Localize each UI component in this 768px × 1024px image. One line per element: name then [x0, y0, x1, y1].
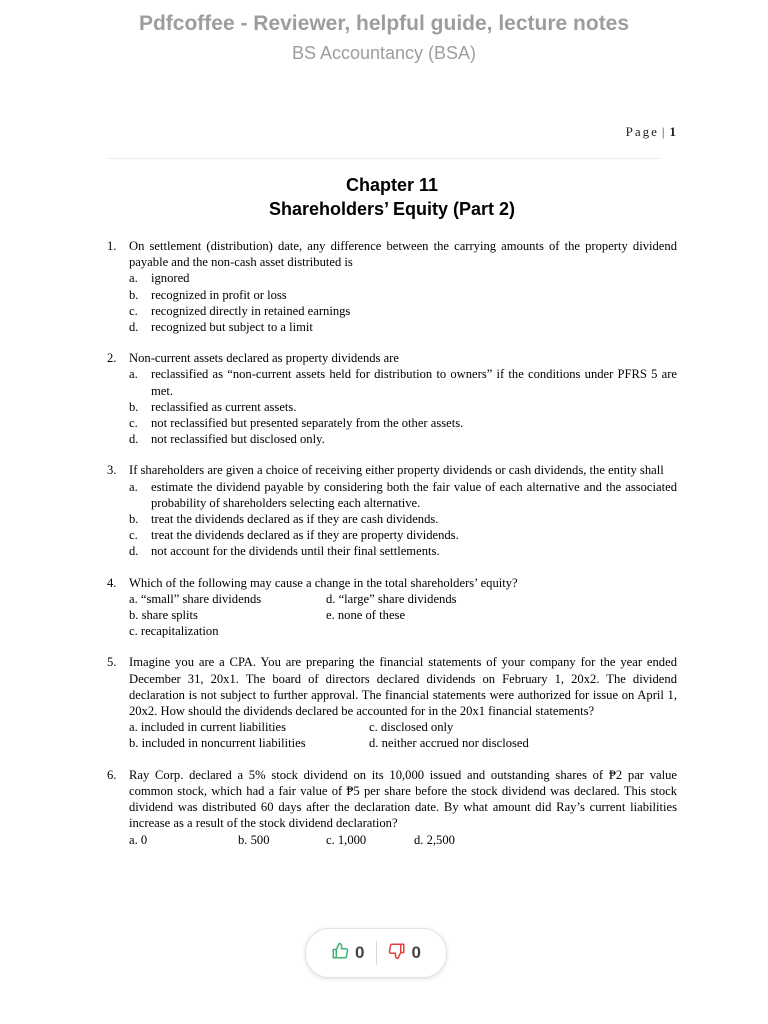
answer-option: c. 1,000 — [326, 832, 367, 847]
option-text: treat the dividends declared as if they are cash dividends. — [151, 512, 439, 527]
thumbs-down-icon — [388, 942, 406, 965]
option-text: reclassified as “non-current assets held for distribution to owners” if the conditions under PFRS 5 are met. — [151, 367, 677, 398]
question-text: On settlement (distribution) date, any difference between the carrying amounts of the property dividend payable and the non-cash asset distributed is — [129, 239, 677, 270]
question-text: Non-current assets declared as property dividends are — [129, 351, 399, 366]
question-list — [107, 238, 677, 863]
option-letter: c. — [129, 528, 138, 543]
option-text: recognized in profit or loss — [151, 287, 287, 302]
answer-option — [129, 431, 677, 447]
site-subtitle: BS Accountancy (BSA) — [291, 43, 477, 63]
chapter-subtitle: Shareholders’ Equity (Part 2) — [268, 199, 516, 219]
question-text: Which of the following may cause a change in the total shareholders’ equity? — [129, 575, 518, 590]
answer-options — [129, 366, 677, 447]
option-text: treat the dividends declared as if they are property dividends. — [151, 528, 459, 543]
option-letter: a. — [129, 271, 138, 286]
option-text: reclassified as current assets. — [151, 399, 297, 414]
chapter-title: Chapter 11 — [345, 175, 439, 195]
answer-option: d. neither accrued nor disclosed — [369, 736, 529, 751]
option-text: recognized directly in retained earnings — [151, 303, 351, 318]
question-number: 1. — [107, 239, 117, 253]
thumbs-up-icon — [331, 942, 349, 965]
header-divider — [107, 158, 661, 159]
answer-option: c. disclosed only — [369, 720, 454, 735]
answer-options — [129, 832, 677, 848]
answer-option — [129, 366, 677, 398]
option-text: estimate the dividend payable by considering both the fair value of each alternative and the associated probability of shareholders selecting each alternative. — [151, 479, 677, 510]
answer-option: a. “small” share dividends — [129, 591, 262, 606]
answer-option: a. included in current liabilities — [129, 720, 287, 735]
answer-option — [129, 479, 677, 511]
answer-option — [129, 287, 677, 303]
answer-option — [129, 543, 677, 559]
option-letter: b. — [129, 399, 139, 414]
question-number: 3. — [107, 463, 117, 478]
vote-separator — [376, 941, 377, 965]
answer-option — [129, 270, 677, 286]
question-item — [107, 238, 677, 335]
option-letter: b. — [129, 287, 139, 302]
answer-option: b. share splits — [129, 608, 198, 623]
option-letter: a. — [129, 367, 138, 382]
question-text: Imagine you are a CPA. You are preparing the financial statements of your company for the year ended December 31, 20x1. The board of directors declared dividends on February 1, 20x2. The dividend declaration is not subject to further approval. The financial statements were authorized for issue on April 1, 20x2. How should the dividends declared be accounted for in the 20x1 financial statements? — [129, 655, 677, 719]
option-text: recognized but subject to a limit — [151, 320, 313, 335]
page-number-value: 1 — [669, 124, 676, 139]
question-number: 6. — [107, 767, 117, 782]
option-text: ignored — [151, 271, 190, 286]
answer-option — [129, 399, 677, 415]
answer-option — [129, 415, 677, 431]
question-item — [107, 654, 677, 751]
page-label: Page — [625, 124, 659, 139]
answer-options — [129, 719, 677, 751]
option-letter: c. — [129, 303, 138, 318]
question-text: Ray Corp. declared a 5% stock dividend on its 10,000 issued and outstanding shares of ₱2 par value common stock, which had a fair value of ₱5 per share before the stock dividend was declared. This stock dividend was distributed 60 days after the declaration date. By what amount did Ray’s current liabilities increase as a result of the stock dividend declaration? — [129, 767, 677, 831]
answer-option — [129, 303, 677, 319]
answer-option: b. 500 — [238, 832, 270, 847]
option-letter: d. — [129, 320, 139, 335]
upvote-button[interactable] — [331, 942, 364, 965]
question-text: If shareholders are given a choice of receiving either property dividends or cash dividends, the entity shall — [129, 463, 664, 478]
answer-option: e. none of these — [326, 608, 406, 623]
option-text: not reclassified but disclosed only. — [151, 432, 325, 447]
answer-option — [129, 527, 677, 543]
answer-option: b. included in noncurrent liabilities — [129, 736, 306, 751]
question-number: 5. — [107, 655, 117, 670]
answer-options — [129, 270, 677, 335]
page-separator: | — [661, 124, 667, 139]
question-number: 4. — [107, 575, 117, 590]
downvote-button[interactable] — [388, 942, 421, 965]
answer-option — [129, 511, 677, 527]
answer-options — [129, 591, 677, 640]
answer-options — [129, 479, 677, 560]
answer-option: a. 0 — [129, 832, 148, 847]
page-number — [600, 124, 676, 140]
option-letter: d. — [129, 432, 139, 447]
question-number: 2. — [107, 351, 117, 366]
downvote-count: 0 — [411, 943, 421, 962]
option-letter: d. — [129, 544, 139, 559]
option-text: not reclassified but presented separately from the other assets. — [151, 416, 464, 431]
answer-option — [129, 319, 677, 335]
site-title: Pdfcoffee - Reviewer, helpful guide, lecture notes — [138, 12, 630, 35]
question-item — [107, 575, 677, 640]
answer-option: d. “large” share dividends — [326, 591, 457, 606]
option-letter: a. — [129, 479, 138, 494]
option-letter: c. — [129, 416, 138, 431]
vote-box — [305, 928, 447, 978]
question-item — [107, 462, 677, 559]
question-item — [107, 767, 677, 848]
option-letter: b. — [129, 512, 139, 527]
answer-option: d. 2,500 — [414, 832, 455, 847]
upvote-count: 0 — [355, 943, 365, 962]
option-text: not account for the dividends until their final settlements. — [151, 544, 440, 559]
answer-option: c. recapitalization — [129, 624, 219, 639]
question-item — [107, 350, 677, 447]
